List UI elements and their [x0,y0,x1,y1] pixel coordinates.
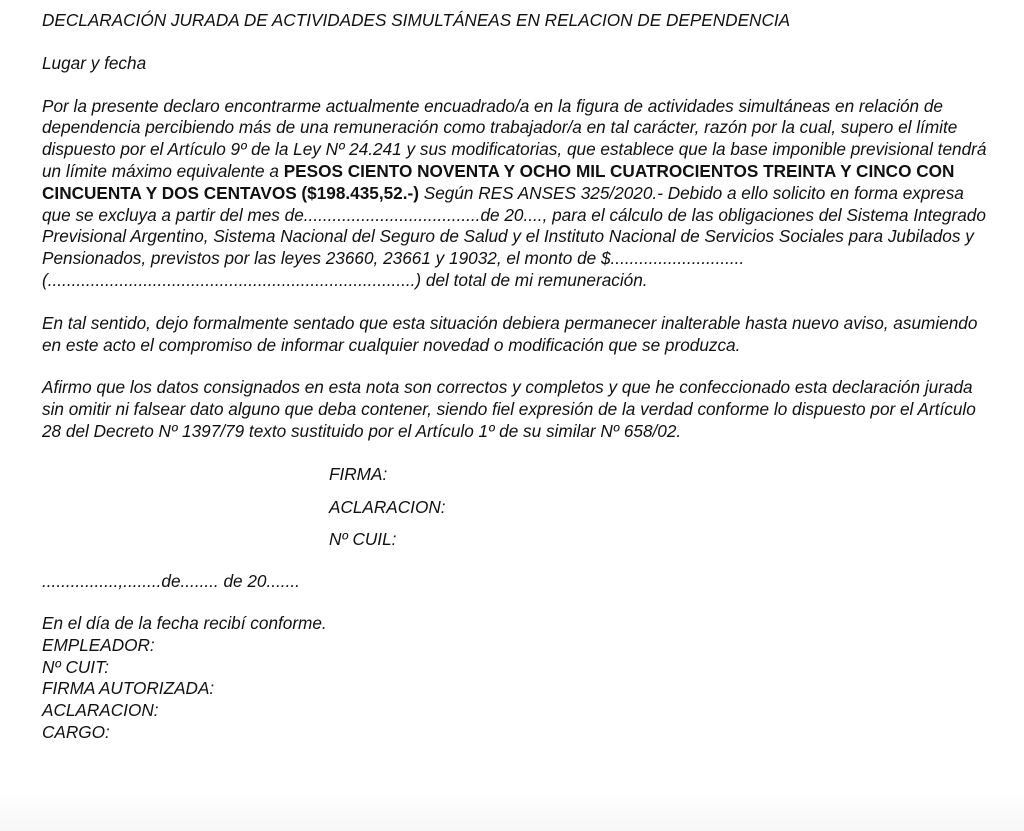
signature-label: FIRMA: [329,463,388,484]
employer-label: EMPLEADOR: [42,634,155,655]
signature-block [329,464,992,551]
position-label: CARGO: [42,721,110,742]
document-body [42,10,992,744]
receipt-intro: En el día de la fecha recibí conforme. [42,612,327,633]
declaration-text-part1: Por la presente declaro encontrarme actualmente encuadrado/a en la figura de actividades simultáneas en relación de dependencia percibiendo más de una remuneración como trabajador/a en tal carácter, razón por la cual, supero el límite dispuesto por el Artículo 9º de la Ley Nº 24.241 y sus modificatorias, que establece que la base imponible previsional tendrá un límite máximo equivalente a [42,95,987,181]
commitment-paragraph: En tal sentido, dejo formalmente sentado que esta situación debiera permanecer inalterable hasta nuevo aviso, asumiendo en este acto el compromiso de informar cualquier novedad o modificación que se produzca. [42,312,978,355]
declaration-amount-bold: PESOS CIENTO NOVENTA Y OCHO MIL CUATROCIENTOS TREINTA Y CINCO CON CINCUENTA Y DOS CENTAVOS ($198.435,52.-) [42,160,955,203]
bottom-fade [0,791,1024,831]
receipt-clarification-label: ACLARACION: [42,700,159,721]
receipt-block [42,613,992,744]
cuit-label: Nº CUIT: [42,656,110,677]
document-title: DECLARACIÓN JURADA DE ACTIVIDADES SIMULTÁNEAS EN RELACION DE DEPENDENCIA [42,10,791,30]
declaration-paragraph [42,96,992,292]
cuil-label: Nº CUIL: [329,529,397,550]
place-and-date: Lugar y fecha [42,52,147,73]
affirmation-paragraph: Afirmo que los datos consignados en esta nota son correctos y completos y que he confeccionado esta declaración jurada sin omitir ni falsear dato alguno que deba contener, siendo fiel expresión de la verdad conforme lo dispuesto por el Artículo 28 del Decreto Nº 1397/79 texto sustituido por el Artículo 1º de su similar Nº 658/02. [42,377,976,441]
declaration-text-part2: Según RES ANSES 325/2020.- Debido a ello solicito en forma expresa que se excluya a partir del mes de.....................................de 20...., para el cálculo de las obligaciones del Sistema Integrado Previsional Argentino, Sistema Nacional del Seguro de Salud y el Instituto Nacional de Servicios Sociales para Jubilados y Pensionados, previstos por las leyes 23660, 23661 y 19032, el monto de $............................ (.............................................................................) del total de mi remuneración. [42,182,986,290]
authorized-signature-label: FIRMA AUTORIZADA: [42,678,215,699]
clarification-label: ACLARACION: [329,496,446,517]
date-line: ................,........de........ de 20....... [42,571,300,592]
